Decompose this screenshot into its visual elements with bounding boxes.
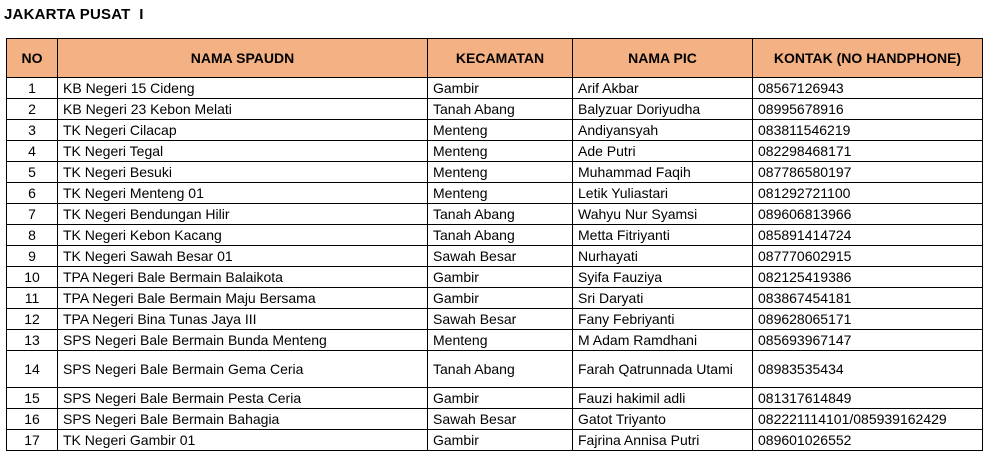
cell-nama-spaudn: TK Negeri Bendungan Hilir	[58, 204, 428, 225]
cell-no: 15	[7, 388, 58, 409]
cell-kecamatan: Menteng	[428, 120, 573, 141]
cell-no: 9	[7, 246, 58, 267]
cell-kontak: 08983535434	[753, 351, 983, 388]
cell-kontak: 087770602915	[753, 246, 983, 267]
spaudn-table	[6, 38, 983, 451]
cell-kecamatan: Gambir	[428, 288, 573, 309]
cell-kecamatan: Gambir	[428, 388, 573, 409]
cell-kontak: 085693967147	[753, 330, 983, 351]
cell-kecamatan: Menteng	[428, 162, 573, 183]
cell-nama-pic: Wahyu Nur Syamsi	[573, 204, 753, 225]
cell-kecamatan: Tanah Abang	[428, 351, 573, 388]
header-row	[7, 39, 983, 78]
header-nama-pic: NAMA PIC	[573, 39, 753, 78]
cell-nama-pic: Fajrina Annisa Putri	[573, 430, 753, 451]
cell-nama-pic: Fauzi hakimil adli	[573, 388, 753, 409]
cell-nama-pic: Andiyansyah	[573, 120, 753, 141]
cell-kecamatan: Gambir	[428, 267, 573, 288]
table-row	[7, 204, 983, 225]
header-no: NO	[7, 39, 58, 78]
cell-nama-spaudn: TK Negeri Gambir 01	[58, 430, 428, 451]
cell-nama-pic: Farah Qatrunnada Utami	[573, 351, 753, 388]
cell-kecamatan: Gambir	[428, 430, 573, 451]
table-row	[7, 225, 983, 246]
table-row	[7, 246, 983, 267]
cell-nama-spaudn: TK Negeri Sawah Besar 01	[58, 246, 428, 267]
table-row	[7, 388, 983, 409]
table-row	[7, 288, 983, 309]
cell-nama-spaudn: TK Negeri Cilacap	[58, 120, 428, 141]
table-row	[7, 120, 983, 141]
table-row	[7, 141, 983, 162]
cell-kecamatan: Sawah Besar	[428, 309, 573, 330]
cell-no: 4	[7, 141, 58, 162]
table-row	[7, 78, 983, 99]
cell-nama-pic: Arif Akbar	[573, 78, 753, 99]
cell-no: 3	[7, 120, 58, 141]
header-kontak: KONTAK (NO HANDPHONE)	[753, 39, 983, 78]
cell-nama-pic: Balyzuar Doriyudha	[573, 99, 753, 120]
cell-nama-spaudn: TPA Negeri Bina Tunas Jaya III	[58, 309, 428, 330]
table-row	[7, 267, 983, 288]
cell-no: 8	[7, 225, 58, 246]
cell-nama-spaudn: TK Negeri Tegal	[58, 141, 428, 162]
cell-kecamatan: Tanah Abang	[428, 225, 573, 246]
cell-nama-pic: Nurhayati	[573, 246, 753, 267]
header-nama-spaudn: NAMA SPAUDN	[58, 39, 428, 78]
cell-kontak: 081292721100	[753, 183, 983, 204]
cell-no: 7	[7, 204, 58, 225]
cell-nama-spaudn: SPS Negeri Bale Bermain Pesta Ceria	[58, 388, 428, 409]
header-kecamatan: KECAMATAN	[428, 39, 573, 78]
cell-nama-spaudn: TK Negeri Kebon Kacang	[58, 225, 428, 246]
table-row	[7, 309, 983, 330]
cell-nama-pic: Syifa Fauziya	[573, 267, 753, 288]
cell-nama-spaudn: TPA Negeri Bale Bermain Balaikota	[58, 267, 428, 288]
region-title: JAKARTA PUSAT I	[4, 6, 144, 23]
cell-kontak: 089628065171	[753, 309, 983, 330]
cell-nama-spaudn: TK Negeri Menteng 01	[58, 183, 428, 204]
cell-no: 1	[7, 78, 58, 99]
cell-kontak: 083867454181	[753, 288, 983, 309]
cell-kontak: 08995678916	[753, 99, 983, 120]
table-row	[7, 430, 983, 451]
cell-nama-pic: Sri Daryati	[573, 288, 753, 309]
cell-nama-spaudn: SPS Negeri Bale Bermain Bunda Menteng	[58, 330, 428, 351]
cell-no: 16	[7, 409, 58, 430]
table-row	[7, 162, 983, 183]
cell-no: 17	[7, 430, 58, 451]
cell-kontak: 089601026552	[753, 430, 983, 451]
cell-no: 2	[7, 99, 58, 120]
cell-kontak: 085891414724	[753, 225, 983, 246]
cell-no: 12	[7, 309, 58, 330]
cell-kontak: 083811546219	[753, 120, 983, 141]
cell-no: 13	[7, 330, 58, 351]
cell-nama-spaudn: SPS Negeri Bale Bermain Bahagia	[58, 409, 428, 430]
cell-nama-pic: Gatot Triyanto	[573, 409, 753, 430]
cell-kecamatan: Menteng	[428, 330, 573, 351]
cell-no: 5	[7, 162, 58, 183]
cell-kontak: 082221114101/085939162429	[753, 409, 983, 430]
cell-kecamatan: Gambir	[428, 78, 573, 99]
cell-nama-pic: Muhammad Faqih	[573, 162, 753, 183]
cell-kecamatan: Menteng	[428, 183, 573, 204]
cell-nama-pic: Metta Fitriyanti	[573, 225, 753, 246]
cell-nama-pic: M Adam Ramdhani	[573, 330, 753, 351]
cell-no: 10	[7, 267, 58, 288]
cell-kontak: 087786580197	[753, 162, 983, 183]
cell-nama-pic: Fany Febriyanti	[573, 309, 753, 330]
cell-nama-pic: Letik Yuliastari	[573, 183, 753, 204]
cell-nama-spaudn: SPS Negeri Bale Bermain Gema Ceria	[58, 351, 428, 388]
cell-kontak: 082125419386	[753, 267, 983, 288]
cell-kecamatan: Sawah Besar	[428, 246, 573, 267]
cell-no: 11	[7, 288, 58, 309]
cell-nama-spaudn: KB Negeri 15 Cideng	[58, 78, 428, 99]
cell-kontak: 089606813966	[753, 204, 983, 225]
table-row	[7, 183, 983, 204]
table-row	[7, 409, 983, 430]
cell-nama-spaudn: KB Negeri 23 Kebon Melati	[58, 99, 428, 120]
cell-nama-spaudn: TPA Negeri Bale Bermain Maju Bersama	[58, 288, 428, 309]
cell-no: 6	[7, 183, 58, 204]
cell-kecamatan: Menteng	[428, 141, 573, 162]
table-row	[7, 330, 983, 351]
cell-kecamatan: Tanah Abang	[428, 204, 573, 225]
table-row	[7, 351, 983, 388]
cell-kontak: 082298468171	[753, 141, 983, 162]
cell-nama-pic: Ade Putri	[573, 141, 753, 162]
cell-nama-spaudn: TK Negeri Besuki	[58, 162, 428, 183]
cell-kontak: 081317614849	[753, 388, 983, 409]
table-row	[7, 99, 983, 120]
cell-kecamatan: Tanah Abang	[428, 99, 573, 120]
cell-kecamatan: Sawah Besar	[428, 409, 573, 430]
cell-kontak: 08567126943	[753, 78, 983, 99]
cell-no: 14	[7, 351, 58, 388]
table-body	[7, 78, 983, 451]
